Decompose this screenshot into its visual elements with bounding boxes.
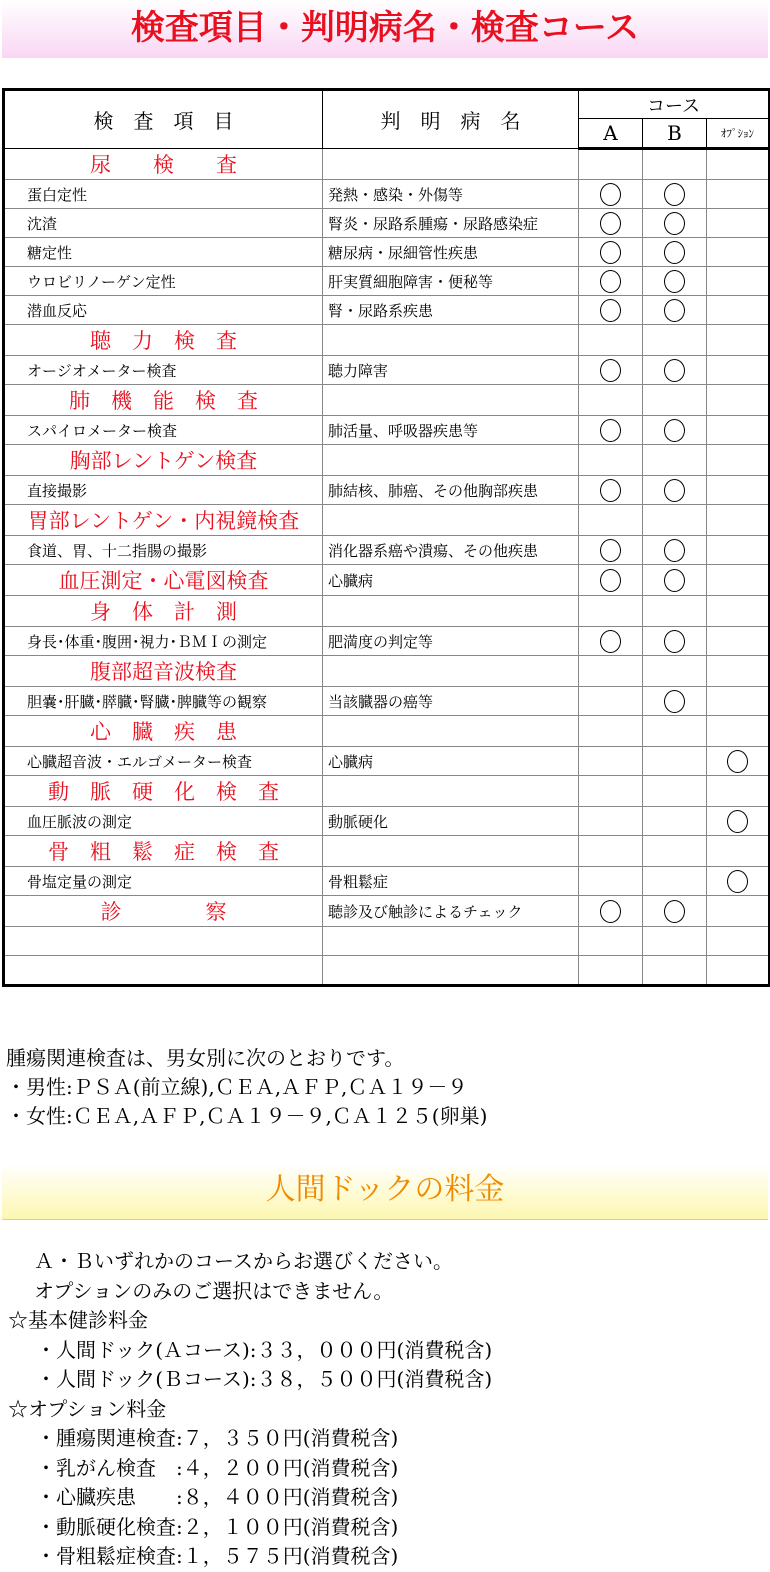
course-a-cell xyxy=(579,896,643,927)
disease-name: 肺結核、肺癌、その他胸部疾患 xyxy=(323,476,579,505)
category-label: 骨 粗 鬆 症 検 査 xyxy=(4,836,323,867)
category-row xyxy=(4,565,770,596)
course-b-cell xyxy=(643,356,707,385)
table-row xyxy=(4,416,770,445)
title-banner xyxy=(2,0,768,58)
category-label: 肺 機 能 検 査 xyxy=(4,385,323,416)
category-label: 尿 検 査 xyxy=(4,149,323,180)
table-row xyxy=(4,956,770,986)
course-opt-cell xyxy=(707,505,770,536)
header-item: 検 査 項 目 xyxy=(4,90,323,149)
category-row xyxy=(4,776,770,807)
header-course: コース xyxy=(579,90,770,119)
category-row xyxy=(4,445,770,476)
course-b-cell xyxy=(643,325,707,356)
header-disease: 判 明 病 名 xyxy=(323,90,579,149)
disease-name xyxy=(323,325,579,356)
category-label: 腹部超音波検査 xyxy=(4,656,323,687)
course-b-cell xyxy=(643,476,707,505)
disease-name: 聴診及び触診によるチェック xyxy=(323,896,579,927)
disease-name: 骨粗鬆症 xyxy=(323,867,579,896)
disease-name: 肺活量、呼吸器疾患等 xyxy=(323,416,579,445)
included-circle-icon xyxy=(600,419,621,442)
table-row xyxy=(4,238,770,267)
course-a-cell xyxy=(579,180,643,209)
course-b-cell xyxy=(643,209,707,238)
course-b-cell xyxy=(643,565,707,596)
exam-item: 糖定性 xyxy=(4,238,323,267)
category-row xyxy=(4,325,770,356)
course-a-cell xyxy=(579,356,643,385)
course-opt-cell xyxy=(707,325,770,356)
included-circle-icon xyxy=(664,630,685,653)
disease-name xyxy=(323,836,579,867)
category-label: 動 脈 硬 化 検 査 xyxy=(4,776,323,807)
course-a-cell xyxy=(579,209,643,238)
included-circle-icon xyxy=(600,299,621,322)
table-row xyxy=(4,627,770,656)
note-line: ・女性:ＣＥＡ,ＡＦＰ,ＣＡ１９－９,ＣＡ１２５(卵巣) xyxy=(6,1104,488,1128)
intro-line: オプションのみのご選択はできません。 xyxy=(34,1278,394,1303)
course-opt-cell xyxy=(707,927,770,956)
course-a-cell xyxy=(579,927,643,956)
course-opt-cell xyxy=(707,149,770,180)
course-opt-cell xyxy=(707,536,770,565)
table-row xyxy=(4,180,770,209)
course-a-cell xyxy=(579,238,643,267)
course-opt-cell xyxy=(707,416,770,445)
included-circle-icon xyxy=(664,569,685,592)
course-a-cell xyxy=(579,807,643,836)
table-row xyxy=(4,807,770,836)
page-title: 検査項目・判明病名・検査コース xyxy=(130,8,640,48)
course-b-cell xyxy=(643,896,707,927)
fee-line: ・人間ドック(Ｂコース):３８，５００円(消費税含) xyxy=(36,1367,493,1391)
course-opt-cell xyxy=(707,476,770,505)
disease-name xyxy=(323,716,579,747)
exam-table xyxy=(2,88,770,987)
course-b-cell xyxy=(643,445,707,476)
course-opt-cell xyxy=(707,238,770,267)
exam-item: スパイロメーター検査 xyxy=(4,416,323,445)
course-opt-cell xyxy=(707,565,770,596)
included-circle-icon xyxy=(664,479,685,502)
category-row xyxy=(4,596,770,627)
course-b-cell xyxy=(643,296,707,325)
course-b-cell xyxy=(643,536,707,565)
disease-name: 心臓病 xyxy=(323,565,579,596)
course-opt-cell xyxy=(707,836,770,867)
included-circle-icon xyxy=(664,183,685,206)
exam-item: 身長･体重･腹囲･視力･ＢＭＩの測定 xyxy=(4,627,323,656)
exam-item: オージオメーター検査 xyxy=(4,356,323,385)
course-opt-cell xyxy=(707,296,770,325)
category-row xyxy=(4,656,770,687)
course-a-cell xyxy=(579,536,643,565)
exam-item: 蛋白定性 xyxy=(4,180,323,209)
disease-name xyxy=(323,149,579,180)
fees-banner xyxy=(2,1163,768,1220)
fee-line: ・乳がん検査 :４，２００円(消費税含) xyxy=(36,1455,399,1480)
fee-line: ・腫瘍関連検査:７，３５０円(消費税含) xyxy=(36,1426,399,1450)
course-a-cell xyxy=(579,836,643,867)
category-row xyxy=(4,149,770,180)
disease-name: 腎炎・尿路系腫瘍・尿路感染症 xyxy=(323,209,579,238)
fees-title: 人間ドックの料金 xyxy=(265,1172,505,1207)
included-circle-icon xyxy=(600,359,621,382)
course-b-cell xyxy=(643,956,707,986)
course-a-cell xyxy=(579,956,643,986)
course-b-cell xyxy=(643,416,707,445)
exam-item: 沈渣 xyxy=(4,209,323,238)
category-row xyxy=(4,505,770,536)
fee-line: ・骨粗鬆症検査:１，５７５円(消費税含) xyxy=(36,1544,399,1568)
table-row xyxy=(4,209,770,238)
option-heading: ☆オプション料金 xyxy=(8,1396,167,1421)
category-row xyxy=(4,896,770,927)
category-label: 胃部レントゲン・内視鏡検査 xyxy=(4,505,323,536)
disease-name: 動脈硬化 xyxy=(323,807,579,836)
course-a-cell xyxy=(579,867,643,896)
note-line: ・男性:ＰＳＡ(前立線),ＣＥＡ,ＡＦＰ,ＣＡ１９－９ xyxy=(6,1075,468,1099)
disease-name xyxy=(323,385,579,416)
course-b-cell xyxy=(643,867,707,896)
included-circle-icon xyxy=(664,299,685,322)
fee-line: ・人間ドック(Ａコース):３３，０００円(消費税含) xyxy=(36,1337,493,1362)
course-b-cell xyxy=(643,927,707,956)
disease-name: 聴力障害 xyxy=(323,356,579,385)
disease-name: 発熱・感染・外傷等 xyxy=(323,180,579,209)
included-circle-icon xyxy=(600,479,621,502)
included-circle-icon xyxy=(600,212,621,235)
disease-name xyxy=(323,656,579,687)
included-circle-icon xyxy=(664,241,685,264)
course-opt-cell xyxy=(707,596,770,627)
course-a-cell xyxy=(579,416,643,445)
disease-name: 腎・尿路系疾患 xyxy=(323,296,579,325)
course-b-cell xyxy=(643,776,707,807)
included-circle-icon xyxy=(600,630,621,653)
course-opt-cell xyxy=(707,687,770,716)
course-b-cell xyxy=(643,149,707,180)
course-b-cell xyxy=(643,267,707,296)
included-circle-icon xyxy=(664,539,685,562)
included-circle-icon xyxy=(664,690,685,713)
category-row xyxy=(4,836,770,867)
course-b-cell xyxy=(643,505,707,536)
course-b-cell xyxy=(643,596,707,627)
included-circle-icon xyxy=(600,539,621,562)
course-a-cell xyxy=(579,776,643,807)
course-a-cell xyxy=(579,325,643,356)
category-row xyxy=(4,385,770,416)
disease-name: 消化器系癌や潰瘍、その他疾患 xyxy=(323,536,579,565)
course-b-cell xyxy=(643,807,707,836)
fees-section xyxy=(8,1247,492,1572)
intro-line: Ａ・Ｂいずれかのコースからお選びください。 xyxy=(34,1249,453,1273)
disease-name xyxy=(323,445,579,476)
course-opt-cell xyxy=(707,385,770,416)
disease-name xyxy=(323,776,579,807)
course-a-cell xyxy=(579,476,643,505)
category-label: 身 体 計 測 xyxy=(4,596,323,627)
course-a-cell xyxy=(579,296,643,325)
included-circle-icon xyxy=(600,183,621,206)
course-opt-cell xyxy=(707,180,770,209)
course-a-cell xyxy=(579,747,643,776)
course-b-cell xyxy=(643,656,707,687)
disease-name xyxy=(323,596,579,627)
course-b-cell xyxy=(643,747,707,776)
course-a-cell xyxy=(579,565,643,596)
exam-item: 心臓超音波・エルゴメーター検査 xyxy=(4,747,323,776)
table-row xyxy=(4,927,770,956)
course-b-cell xyxy=(643,836,707,867)
disease-name: 心臓病 xyxy=(323,747,579,776)
course-opt-cell xyxy=(707,267,770,296)
course-a-cell xyxy=(579,267,643,296)
course-opt-cell xyxy=(707,896,770,927)
course-opt-cell xyxy=(707,356,770,385)
included-circle-icon xyxy=(600,270,621,293)
exam-item: ウロビリノーゲン定性 xyxy=(4,267,323,296)
exam-item: 食道、胃、十二指腸の撮影 xyxy=(4,536,323,565)
course-b-cell xyxy=(643,687,707,716)
included-circle-icon xyxy=(664,270,685,293)
course-opt-cell xyxy=(707,747,770,776)
fee-line: ・動脈硬化検査:２，１００円(消費税含) xyxy=(36,1514,399,1539)
disease-name xyxy=(323,505,579,536)
exam-item: 骨塩定量の測定 xyxy=(4,867,323,896)
header-a: A xyxy=(579,119,643,149)
included-circle-icon xyxy=(600,900,621,923)
disease-name: 糖尿病・尿細管性疾患 xyxy=(323,238,579,267)
course-opt-cell xyxy=(707,445,770,476)
course-b-cell xyxy=(643,716,707,747)
course-opt-cell xyxy=(707,209,770,238)
included-circle-icon xyxy=(600,241,621,264)
course-a-cell xyxy=(579,716,643,747)
tumor-notes xyxy=(6,1044,487,1131)
exam-item xyxy=(4,927,323,956)
table-row xyxy=(4,476,770,505)
exam-item: 胆嚢･肝臓･膵臓･腎臓･脾臓等の観察 xyxy=(4,687,323,716)
category-label: 胸部レントゲン検査 xyxy=(4,445,323,476)
category-label: 血圧測定・心電図検査 xyxy=(4,565,323,596)
basic-heading: ☆基本健診料金 xyxy=(8,1308,148,1332)
course-opt-cell xyxy=(707,716,770,747)
category-row xyxy=(4,716,770,747)
header-option: ｵﾌﾟｼｮﾝ xyxy=(707,119,770,149)
disease-name xyxy=(323,956,579,986)
included-circle-icon xyxy=(727,810,748,833)
course-opt-cell xyxy=(707,627,770,656)
course-opt-cell xyxy=(707,776,770,807)
category-label: 診 察 xyxy=(4,896,323,927)
header-b: B xyxy=(643,119,707,149)
table-row xyxy=(4,267,770,296)
exam-item: 潜血反応 xyxy=(4,296,323,325)
exam-item: 血圧脈波の測定 xyxy=(4,807,323,836)
course-b-cell xyxy=(643,238,707,267)
course-a-cell xyxy=(579,656,643,687)
category-label: 聴 力 検 査 xyxy=(4,325,323,356)
course-b-cell xyxy=(643,180,707,209)
exam-item xyxy=(4,956,323,986)
table-row xyxy=(4,536,770,565)
course-a-cell xyxy=(579,505,643,536)
course-a-cell xyxy=(579,385,643,416)
table-row xyxy=(4,867,770,896)
course-a-cell xyxy=(579,596,643,627)
included-circle-icon xyxy=(727,870,748,893)
table-row xyxy=(4,296,770,325)
course-b-cell xyxy=(643,385,707,416)
disease-name: 当該臓器の癌等 xyxy=(323,687,579,716)
course-opt-cell xyxy=(707,956,770,986)
course-a-cell xyxy=(579,445,643,476)
included-circle-icon xyxy=(664,900,685,923)
course-opt-cell xyxy=(707,656,770,687)
disease-name xyxy=(323,927,579,956)
disease-name: 肝実質細胞障害・便秘等 xyxy=(323,267,579,296)
course-a-cell xyxy=(579,627,643,656)
category-label: 心 臓 疾 患 xyxy=(4,716,323,747)
course-b-cell xyxy=(643,627,707,656)
included-circle-icon xyxy=(727,750,748,773)
fee-line: ・心臓疾患 :８，４００円(消費税含) xyxy=(36,1485,399,1509)
note-line: 腫瘍関連検査は、男女別に次のとおりです。 xyxy=(6,1046,405,1070)
disease-name: 肥満度の判定等 xyxy=(323,627,579,656)
included-circle-icon xyxy=(664,359,685,382)
course-opt-cell xyxy=(707,867,770,896)
course-a-cell xyxy=(579,687,643,716)
included-circle-icon xyxy=(600,569,621,592)
included-circle-icon xyxy=(664,212,685,235)
table-row xyxy=(4,356,770,385)
included-circle-icon xyxy=(664,419,685,442)
table-row xyxy=(4,687,770,716)
exam-item: 直接撮影 xyxy=(4,476,323,505)
course-a-cell xyxy=(579,149,643,180)
course-opt-cell xyxy=(707,807,770,836)
table-row xyxy=(4,747,770,776)
